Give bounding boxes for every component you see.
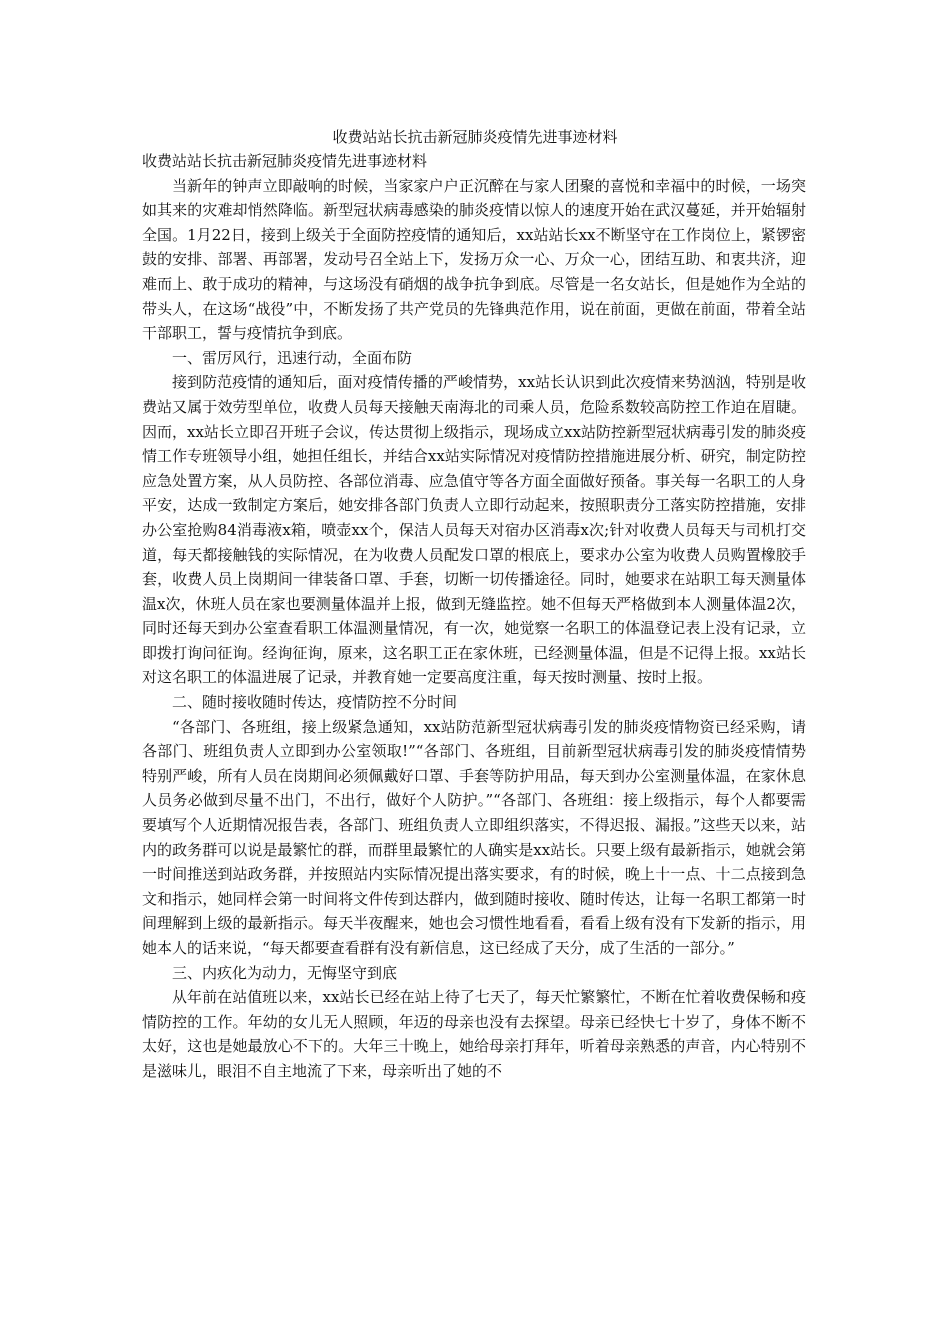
- paragraph-section-1: 接到防范疫情的通知后，面对疫情传播的严峻情势，xx站长认识到此次疫情来势汹汹，特别是收费站又属于效劳型单位，收费人员每天接触天南海北的司乘人员，危险系数较高防控工作迫在眉睫。因而，xx站长立即召开班子会议，传达贯彻上级指示，现场成立xx站防控新型冠状病毒引发的肺炎疫情工作专班领导小组，她担任组长，并结合xx站实际情况对疫情防控措施进展分析、研究，制定防控应急处置方案，从人员防控、各部位消毒、应急值守等各方面全面做好预备。事关每一名职工的人身平安，达成一致制定方案后，她安排各部门负责人立即行动起来，按照职责分工落实防控措施，安排办公室抢购84消毒液x箱，喷壶xx个，保洁人员每天对宿办区消毒x次;针对收费人员每天与司机打交道，每天都接触钱的实际情况，在为收费人员配发口罩的根底上，要求办公室为收费人员购置橡胶手套，收费人员上岗期间一律装备口罩、手套，切断一切传播途径。同时，她要求在站职工每天测量体温x次，休班人员在家也要测量体温并上报，做到无缝监控。她不但每天严格做到本人测量体温2次，同时还每天到办公室查看职工体温测量情况，有一次，她觉察一名职工的体温登记表上没有记录，立即拨打询问征询。经询征询，原来，这名职工正在家休班，已经测量体温，但是不记得上报。xx站长对这名职工的体温进展了记录，并教育她一定要高度注重，每天按时测量、按时上报。: [142, 373, 806, 687]
- paragraph-section-3: 从年前在站值班以来，xx站长已经在站上待了七天了，每天忙繁繁忙，不断在忙着收费保畅和疫情防控的工作。年幼的女儿无人照顾，年迈的母亲也没有去探望。母亲已经快七十岁了，身体不断不太好，这也是她最放心不下的。大年三十晚上，她给母亲打拜年，听着母亲熟悉的声音，内心特别不是滋味儿，眼泪不自主地流了下来，母亲听出了她的不: [142, 988, 806, 1080]
- document-subtitle: 收费站站长抗击新冠肺炎疫情先进事迹材料: [142, 152, 428, 170]
- section-heading-3: 三、内疚化为动力，无悔坚守到底: [172, 963, 398, 982]
- paragraph-section-2: “各部门、各班组，接上级紧急通知，xx站防范新型冠状病毒引发的肺炎疫情物资已经采购，请各部门、班组负责人立即到办公室领取!”“各部门、各班组，目前新型冠状病毒引发的肺炎疫情情势特别严峻，所有人员在岗期间必须佩戴好口罩、手套等防护用品，每天到办公室测量体温，在家休息人员务必做到尽量不出门，不出行，做好个人防护。”“各部门、各班组：接上级指示，每个人都要需要填写个人近期情况报告表，各部门、班组负责人立即组织落实，不得迟报、漏报。”这些天以来，站内的政务群可以说是最繁忙的群，而群里最繁忙的人确实是xx站长。只要上级有最新指示，她就会第一时间推送到站政务群，并按照站内实际情况提出落实要求，有的时候，晚上十一点、十二点接到急文和指示，她同样会第一时间将文件传到达群内，做到随时接收、随时传达，让每一名职工都第一时间理解到上级的最新指示。每天半夜醒来，她也会习惯性地看看，看看上级有没有下发新的指示，用她本人的话来说，“每天都要查看群有没有新信息，这已经成了天分，成了生活的一部分。”: [142, 717, 806, 957]
- document-body: [142, 149, 806, 1084]
- paragraph-intro: 当新年的钟声立即敲响的时候，当家家户户正沉醉在与家人团聚的喜悦和幸福中的时候，一场突如其来的灾难却悄然降临。新型冠状病毒感染的肺炎疫情以惊人的速度开始在武汉蔓延，并开始辐射全国。1月22日，接到上级关于全面防控疫情的通知后，xx站站长xx不断坚守在工作岗位上，紧锣密鼓的安排、部署、再部署，发动号召全站上下，发扬万众一心、万众一心，团结互助、和衷共济，迎难而上、敢于成功的精神，与这场没有硝烟的战争抗争到底。尽管是一名女站长，但是她作为全站的带头人，在这场“战役”中，不断发扬了共产党员的先锋典范作用，说在前面，更做在前面，带着全站干部职工，誓与疫情抗争到底。: [142, 176, 806, 343]
- document-title: 收费站站长抗击新冠肺炎疫情先进事迹材料: [332, 128, 618, 146]
- section-heading-1: 一、雷厉风行，迅速行动，全面布防: [172, 348, 413, 367]
- section-heading-2: 二、随时接收随时传达，疫情防控不分时间: [172, 693, 458, 712]
